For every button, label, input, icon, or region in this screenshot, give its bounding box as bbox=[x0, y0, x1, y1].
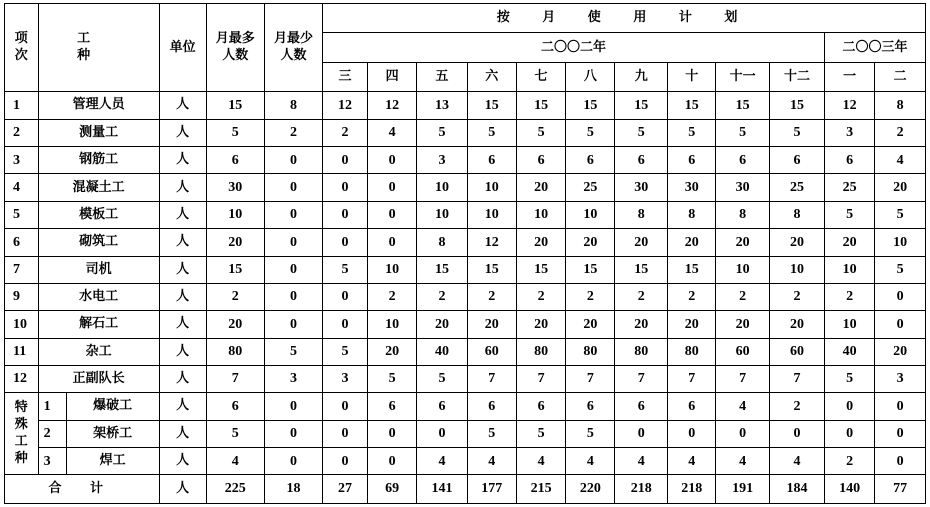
month-value-cell: 0 bbox=[875, 448, 926, 475]
min-count-cell: 0 bbox=[264, 448, 322, 475]
month-value-cell: 2 bbox=[467, 283, 516, 310]
header-year-2002: 二〇〇二年 bbox=[323, 33, 825, 62]
special-item-number-cell: 2 bbox=[38, 420, 66, 447]
month-value-cell: 6 bbox=[770, 147, 825, 174]
header-year-2003: 二〇〇三年 bbox=[824, 33, 925, 62]
month-value-cell: 177 bbox=[467, 475, 516, 504]
month-value-cell: 2 bbox=[323, 119, 368, 146]
header-month: 一 bbox=[824, 62, 874, 91]
month-value-cell: 15 bbox=[668, 92, 716, 119]
month-value-cell: 40 bbox=[417, 338, 467, 365]
month-value-cell: 6 bbox=[615, 393, 668, 420]
header-month: 七 bbox=[516, 62, 565, 91]
month-value-cell: 0 bbox=[367, 147, 416, 174]
trade-name-cell: 钢筋工 bbox=[38, 147, 159, 174]
table-row bbox=[5, 366, 926, 393]
month-value-cell: 7 bbox=[770, 366, 825, 393]
trade-name-cell: 砌筑工 bbox=[38, 229, 159, 256]
month-value-cell: 20 bbox=[417, 311, 467, 338]
table-row bbox=[5, 311, 926, 338]
max-count-cell: 2 bbox=[206, 283, 264, 310]
month-value-cell: 6 bbox=[467, 147, 516, 174]
max-count-cell: 15 bbox=[206, 256, 264, 283]
unit-cell: 人 bbox=[159, 448, 206, 475]
month-value-cell: 12 bbox=[323, 92, 368, 119]
header-month: 三 bbox=[323, 62, 368, 91]
month-value-cell: 20 bbox=[668, 311, 716, 338]
month-value-cell: 60 bbox=[770, 338, 825, 365]
month-value-cell: 20 bbox=[770, 311, 825, 338]
unit-cell: 人 bbox=[159, 229, 206, 256]
month-value-cell: 0 bbox=[323, 174, 368, 201]
min-count-cell: 18 bbox=[264, 475, 322, 504]
month-value-cell: 20 bbox=[716, 229, 770, 256]
max-count-cell: 15 bbox=[206, 92, 264, 119]
month-value-cell: 4 bbox=[716, 393, 770, 420]
month-value-cell: 10 bbox=[566, 201, 615, 228]
month-value-cell: 0 bbox=[367, 448, 416, 475]
month-value-cell: 7 bbox=[566, 366, 615, 393]
special-table-row bbox=[5, 420, 926, 447]
item-number-cell: 9 bbox=[5, 283, 39, 310]
month-value-cell: 12 bbox=[824, 92, 874, 119]
month-value-cell: 215 bbox=[516, 475, 565, 504]
item-number-cell: 6 bbox=[5, 229, 39, 256]
month-value-cell: 10 bbox=[516, 201, 565, 228]
month-value-cell: 10 bbox=[417, 174, 467, 201]
month-value-cell: 8 bbox=[716, 201, 770, 228]
special-trades-label: 特殊工种 bbox=[5, 393, 39, 475]
min-count-cell: 0 bbox=[264, 201, 322, 228]
month-value-cell: 3 bbox=[323, 366, 368, 393]
month-value-cell: 6 bbox=[367, 393, 416, 420]
month-value-cell: 0 bbox=[417, 420, 467, 447]
month-value-cell: 0 bbox=[875, 393, 926, 420]
month-value-cell: 15 bbox=[516, 92, 565, 119]
month-value-cell: 13 bbox=[417, 92, 467, 119]
header-month: 八 bbox=[566, 62, 615, 91]
month-value-cell: 5 bbox=[323, 256, 368, 283]
month-value-cell: 218 bbox=[668, 475, 716, 504]
item-number-cell: 5 bbox=[5, 201, 39, 228]
unit-cell: 人 bbox=[159, 338, 206, 365]
month-value-cell: 20 bbox=[770, 229, 825, 256]
month-value-cell: 0 bbox=[323, 448, 368, 475]
month-value-cell: 8 bbox=[770, 201, 825, 228]
month-value-cell: 15 bbox=[417, 256, 467, 283]
month-value-cell: 0 bbox=[323, 201, 368, 228]
trade-name-cell: 水电工 bbox=[38, 283, 159, 310]
month-value-cell: 10 bbox=[824, 311, 874, 338]
header-month: 二 bbox=[875, 62, 926, 91]
month-value-cell: 20 bbox=[875, 338, 926, 365]
month-value-cell: 6 bbox=[516, 147, 565, 174]
month-value-cell: 20 bbox=[566, 311, 615, 338]
max-count-cell: 7 bbox=[206, 366, 264, 393]
month-value-cell: 5 bbox=[770, 119, 825, 146]
month-value-cell: 20 bbox=[716, 311, 770, 338]
month-value-cell: 30 bbox=[716, 174, 770, 201]
month-value-cell: 6 bbox=[668, 393, 716, 420]
month-value-cell: 0 bbox=[615, 420, 668, 447]
min-count-cell: 0 bbox=[264, 311, 322, 338]
month-value-cell: 15 bbox=[467, 92, 516, 119]
unit-cell: 人 bbox=[159, 393, 206, 420]
table-row bbox=[5, 256, 926, 283]
table-row bbox=[5, 147, 926, 174]
min-count-cell: 0 bbox=[264, 256, 322, 283]
special-table-row bbox=[5, 448, 926, 475]
item-number-cell: 4 bbox=[5, 174, 39, 201]
month-value-cell: 0 bbox=[323, 393, 368, 420]
month-value-cell: 15 bbox=[615, 256, 668, 283]
total-label-cell: 合 计 bbox=[5, 475, 160, 504]
month-value-cell: 20 bbox=[824, 229, 874, 256]
month-value-cell: 4 bbox=[615, 448, 668, 475]
unit-cell: 人 bbox=[159, 256, 206, 283]
month-value-cell: 80 bbox=[566, 338, 615, 365]
month-value-cell: 4 bbox=[467, 448, 516, 475]
header-month: 九 bbox=[615, 62, 668, 91]
month-value-cell: 191 bbox=[716, 475, 770, 504]
header-month: 六 bbox=[467, 62, 516, 91]
min-count-cell: 0 bbox=[264, 229, 322, 256]
header-month: 十 bbox=[668, 62, 716, 91]
max-count-cell: 6 bbox=[206, 147, 264, 174]
month-value-cell: 5 bbox=[323, 338, 368, 365]
item-number-cell: 3 bbox=[5, 147, 39, 174]
month-value-cell: 5 bbox=[668, 119, 716, 146]
header-month: 十二 bbox=[770, 62, 825, 91]
month-value-cell: 40 bbox=[824, 338, 874, 365]
month-value-cell: 0 bbox=[824, 420, 874, 447]
min-count-cell: 3 bbox=[264, 366, 322, 393]
trade-name-cell: 正副队长 bbox=[38, 366, 159, 393]
month-value-cell: 20 bbox=[668, 229, 716, 256]
month-value-cell: 0 bbox=[668, 420, 716, 447]
trade-name-cell: 混凝土工 bbox=[38, 174, 159, 201]
month-value-cell: 0 bbox=[875, 283, 926, 310]
month-value-cell: 4 bbox=[367, 119, 416, 146]
month-value-cell: 7 bbox=[716, 366, 770, 393]
month-value-cell: 20 bbox=[516, 174, 565, 201]
month-value-cell: 10 bbox=[824, 256, 874, 283]
item-number-cell: 7 bbox=[5, 256, 39, 283]
month-value-cell: 25 bbox=[824, 174, 874, 201]
special-table-row bbox=[5, 393, 926, 420]
total-row bbox=[5, 475, 926, 504]
month-value-cell: 15 bbox=[668, 256, 716, 283]
unit-cell: 人 bbox=[159, 475, 206, 504]
month-value-cell: 220 bbox=[566, 475, 615, 504]
month-value-cell: 2 bbox=[566, 283, 615, 310]
month-value-cell: 8 bbox=[615, 201, 668, 228]
month-value-cell: 4 bbox=[875, 147, 926, 174]
max-count-cell: 4 bbox=[206, 448, 264, 475]
month-value-cell: 6 bbox=[566, 393, 615, 420]
month-value-cell: 6 bbox=[824, 147, 874, 174]
item-number-cell: 2 bbox=[5, 119, 39, 146]
month-value-cell: 6 bbox=[417, 393, 467, 420]
min-count-cell: 0 bbox=[264, 147, 322, 174]
special-item-number-cell: 1 bbox=[38, 393, 66, 420]
month-value-cell: 5 bbox=[716, 119, 770, 146]
trade-name-cell: 杂工 bbox=[38, 338, 159, 365]
month-value-cell: 10 bbox=[770, 256, 825, 283]
item-number-cell: 12 bbox=[5, 366, 39, 393]
table-row bbox=[5, 119, 926, 146]
header-month: 十一 bbox=[716, 62, 770, 91]
month-value-cell: 3 bbox=[824, 119, 874, 146]
month-value-cell: 2 bbox=[516, 283, 565, 310]
month-value-cell: 6 bbox=[668, 147, 716, 174]
table-row bbox=[5, 338, 926, 365]
header-trade: 工 种 bbox=[38, 4, 159, 92]
month-value-cell: 5 bbox=[516, 420, 565, 447]
month-value-cell: 4 bbox=[770, 448, 825, 475]
max-count-cell: 225 bbox=[206, 475, 264, 504]
month-value-cell: 5 bbox=[516, 119, 565, 146]
month-value-cell: 2 bbox=[770, 393, 825, 420]
month-value-cell: 5 bbox=[367, 366, 416, 393]
month-value-cell: 15 bbox=[566, 92, 615, 119]
month-value-cell: 80 bbox=[668, 338, 716, 365]
min-count-cell: 2 bbox=[264, 119, 322, 146]
month-value-cell: 2 bbox=[668, 283, 716, 310]
min-count-cell: 0 bbox=[264, 283, 322, 310]
month-value-cell: 141 bbox=[417, 475, 467, 504]
month-value-cell: 0 bbox=[367, 420, 416, 447]
month-value-cell: 15 bbox=[716, 92, 770, 119]
trade-name-cell: 焊工 bbox=[66, 448, 159, 475]
month-value-cell: 0 bbox=[323, 147, 368, 174]
month-value-cell: 4 bbox=[516, 448, 565, 475]
unit-cell: 人 bbox=[159, 283, 206, 310]
month-value-cell: 4 bbox=[668, 448, 716, 475]
month-value-cell: 2 bbox=[615, 283, 668, 310]
min-count-cell: 5 bbox=[264, 338, 322, 365]
month-value-cell: 5 bbox=[417, 366, 467, 393]
month-value-cell: 2 bbox=[824, 448, 874, 475]
month-value-cell: 10 bbox=[417, 201, 467, 228]
unit-cell: 人 bbox=[159, 92, 206, 119]
month-value-cell: 0 bbox=[716, 420, 770, 447]
max-count-cell: 20 bbox=[206, 311, 264, 338]
month-value-cell: 10 bbox=[716, 256, 770, 283]
max-count-cell: 20 bbox=[206, 229, 264, 256]
month-value-cell: 15 bbox=[615, 92, 668, 119]
month-value-cell: 5 bbox=[875, 256, 926, 283]
month-value-cell: 0 bbox=[323, 229, 368, 256]
month-value-cell: 5 bbox=[566, 119, 615, 146]
month-value-cell: 218 bbox=[615, 475, 668, 504]
item-number-cell: 10 bbox=[5, 311, 39, 338]
labor-plan-table bbox=[4, 3, 926, 504]
month-value-cell: 60 bbox=[716, 338, 770, 365]
header-min: 月最少人数 bbox=[264, 4, 322, 92]
month-value-cell: 0 bbox=[770, 420, 825, 447]
max-count-cell: 30 bbox=[206, 174, 264, 201]
month-value-cell: 0 bbox=[824, 393, 874, 420]
table-row bbox=[5, 201, 926, 228]
min-count-cell: 8 bbox=[264, 92, 322, 119]
month-value-cell: 8 bbox=[875, 92, 926, 119]
month-value-cell: 7 bbox=[615, 366, 668, 393]
month-value-cell: 0 bbox=[323, 311, 368, 338]
header-month: 四 bbox=[367, 62, 416, 91]
trade-name-cell: 测量工 bbox=[38, 119, 159, 146]
table-row bbox=[5, 92, 926, 119]
month-value-cell: 2 bbox=[417, 283, 467, 310]
month-value-cell: 184 bbox=[770, 475, 825, 504]
month-value-cell: 25 bbox=[770, 174, 825, 201]
month-value-cell: 6 bbox=[516, 393, 565, 420]
month-value-cell: 15 bbox=[516, 256, 565, 283]
month-value-cell: 5 bbox=[467, 420, 516, 447]
month-value-cell: 0 bbox=[323, 420, 368, 447]
unit-cell: 人 bbox=[159, 366, 206, 393]
month-value-cell: 0 bbox=[367, 229, 416, 256]
month-value-cell: 10 bbox=[467, 174, 516, 201]
min-count-cell: 0 bbox=[264, 420, 322, 447]
month-value-cell: 4 bbox=[417, 448, 467, 475]
trade-name-cell: 爆破工 bbox=[66, 393, 159, 420]
month-value-cell: 2 bbox=[367, 283, 416, 310]
month-value-cell: 12 bbox=[467, 229, 516, 256]
header-month: 五 bbox=[417, 62, 467, 91]
trade-name-cell: 架桥工 bbox=[66, 420, 159, 447]
trade-name-cell: 解石工 bbox=[38, 311, 159, 338]
trade-name-cell: 司机 bbox=[38, 256, 159, 283]
unit-cell: 人 bbox=[159, 420, 206, 447]
month-value-cell: 0 bbox=[875, 311, 926, 338]
special-item-number-cell: 3 bbox=[38, 448, 66, 475]
month-value-cell: 30 bbox=[615, 174, 668, 201]
month-value-cell: 20 bbox=[875, 174, 926, 201]
month-value-cell: 7 bbox=[516, 366, 565, 393]
month-value-cell: 7 bbox=[668, 366, 716, 393]
min-count-cell: 0 bbox=[264, 174, 322, 201]
month-value-cell: 5 bbox=[615, 119, 668, 146]
month-value-cell: 69 bbox=[367, 475, 416, 504]
month-value-cell: 15 bbox=[770, 92, 825, 119]
month-value-cell: 3 bbox=[417, 147, 467, 174]
month-value-cell: 5 bbox=[467, 119, 516, 146]
month-value-cell: 2 bbox=[875, 119, 926, 146]
month-value-cell: 0 bbox=[367, 201, 416, 228]
max-count-cell: 6 bbox=[206, 393, 264, 420]
max-count-cell: 80 bbox=[206, 338, 264, 365]
month-value-cell: 30 bbox=[668, 174, 716, 201]
month-value-cell: 80 bbox=[516, 338, 565, 365]
month-value-cell: 3 bbox=[875, 366, 926, 393]
header-item-no: 项次 bbox=[5, 4, 39, 92]
month-value-cell: 77 bbox=[875, 475, 926, 504]
max-count-cell: 10 bbox=[206, 201, 264, 228]
unit-cell: 人 bbox=[159, 311, 206, 338]
header-unit: 单位 bbox=[159, 4, 206, 92]
unit-cell: 人 bbox=[159, 174, 206, 201]
table-row bbox=[5, 229, 926, 256]
month-value-cell: 5 bbox=[824, 201, 874, 228]
header-monthly-plan: 按 月 使 用 计 划 bbox=[323, 4, 926, 33]
table-row bbox=[5, 283, 926, 310]
month-value-cell: 140 bbox=[824, 475, 874, 504]
month-value-cell: 5 bbox=[417, 119, 467, 146]
month-value-cell: 0 bbox=[367, 174, 416, 201]
trade-name-cell: 管理人员 bbox=[38, 92, 159, 119]
month-value-cell: 10 bbox=[467, 201, 516, 228]
unit-cell: 人 bbox=[159, 119, 206, 146]
month-value-cell: 2 bbox=[770, 283, 825, 310]
month-value-cell: 0 bbox=[323, 283, 368, 310]
month-value-cell: 10 bbox=[367, 256, 416, 283]
month-value-cell: 80 bbox=[615, 338, 668, 365]
month-value-cell: 0 bbox=[875, 420, 926, 447]
month-value-cell: 5 bbox=[566, 420, 615, 447]
month-value-cell: 6 bbox=[566, 147, 615, 174]
month-value-cell: 20 bbox=[615, 229, 668, 256]
month-value-cell: 27 bbox=[323, 475, 368, 504]
month-value-cell: 20 bbox=[467, 311, 516, 338]
month-value-cell: 8 bbox=[668, 201, 716, 228]
month-value-cell: 20 bbox=[516, 229, 565, 256]
min-count-cell: 0 bbox=[264, 393, 322, 420]
month-value-cell: 20 bbox=[615, 311, 668, 338]
table-row bbox=[5, 174, 926, 201]
month-value-cell: 20 bbox=[566, 229, 615, 256]
month-value-cell: 2 bbox=[716, 283, 770, 310]
month-value-cell: 60 bbox=[467, 338, 516, 365]
month-value-cell: 6 bbox=[716, 147, 770, 174]
month-value-cell: 15 bbox=[467, 256, 516, 283]
month-value-cell: 25 bbox=[566, 174, 615, 201]
item-number-cell: 11 bbox=[5, 338, 39, 365]
month-value-cell: 15 bbox=[566, 256, 615, 283]
month-value-cell: 6 bbox=[615, 147, 668, 174]
header-max: 月最多人数 bbox=[206, 4, 264, 92]
month-value-cell: 5 bbox=[824, 366, 874, 393]
month-value-cell: 10 bbox=[875, 229, 926, 256]
trade-name-cell: 模板工 bbox=[38, 201, 159, 228]
month-value-cell: 12 bbox=[367, 92, 416, 119]
month-value-cell: 8 bbox=[417, 229, 467, 256]
month-value-cell: 4 bbox=[716, 448, 770, 475]
item-number-cell: 1 bbox=[5, 92, 39, 119]
month-value-cell: 7 bbox=[467, 366, 516, 393]
unit-cell: 人 bbox=[159, 201, 206, 228]
month-value-cell: 10 bbox=[367, 311, 416, 338]
month-value-cell: 20 bbox=[367, 338, 416, 365]
unit-cell: 人 bbox=[159, 147, 206, 174]
month-value-cell: 6 bbox=[467, 393, 516, 420]
month-value-cell: 5 bbox=[875, 201, 926, 228]
month-value-cell: 2 bbox=[824, 283, 874, 310]
max-count-cell: 5 bbox=[206, 420, 264, 447]
month-value-cell: 4 bbox=[566, 448, 615, 475]
max-count-cell: 5 bbox=[206, 119, 264, 146]
month-value-cell: 20 bbox=[516, 311, 565, 338]
